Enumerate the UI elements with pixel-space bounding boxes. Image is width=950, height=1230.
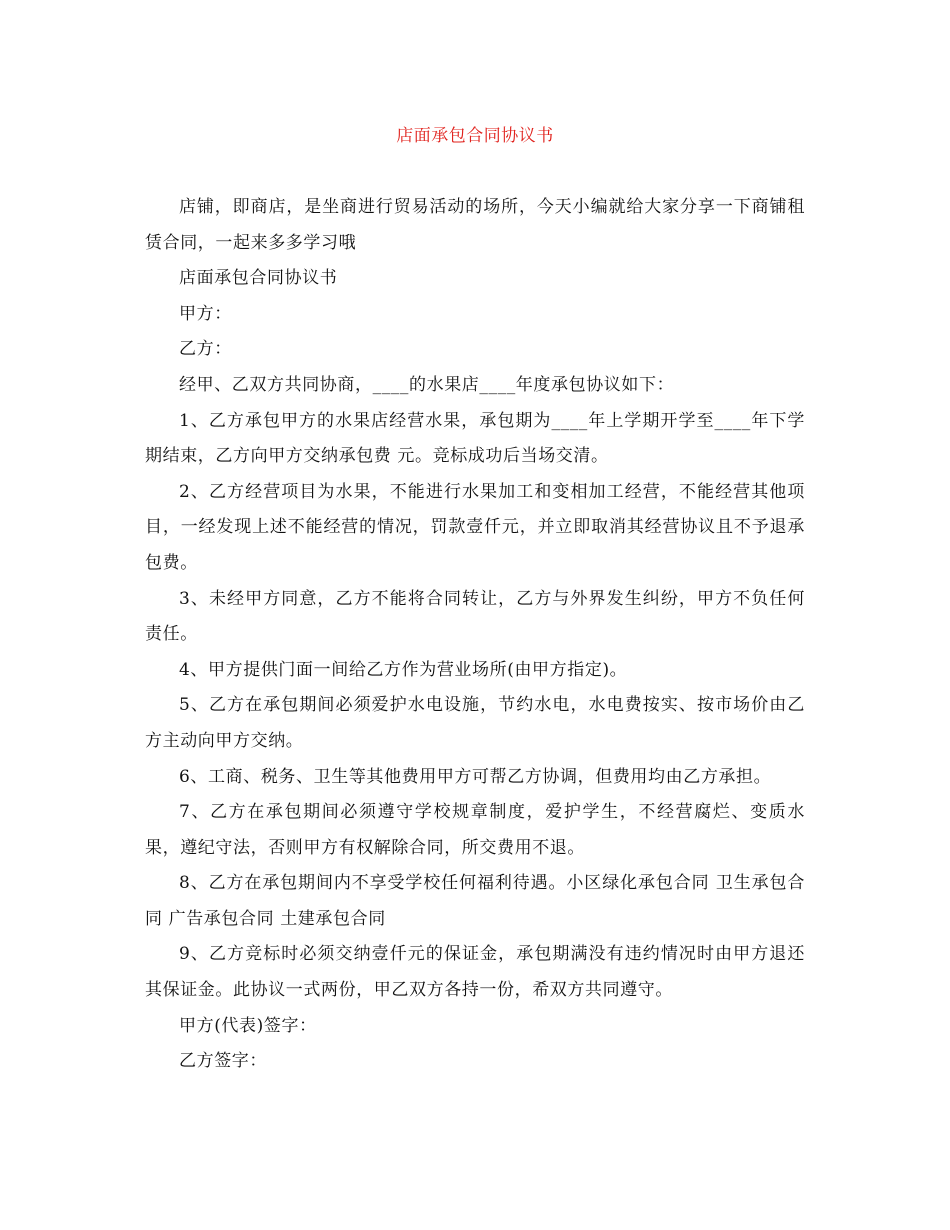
clause-8: 8、乙方在承包期间内不享受学校任何福利待遇。小区绿化承包合同 卫生承包合同 广告承包合同 土建承包合同	[145, 873, 805, 929]
document-title: 店面承包合同协议书	[396, 126, 554, 146]
contract-heading: 店面承包合同协议书	[179, 268, 338, 289]
document-body	[145, 190, 805, 1080]
clause-2: 2、乙方经营项目为水果，不能进行水果加工和变相加工经营，不能经营其他项目，一经发现上述不能经营的情况，罚款壹仟元，并立即取消其经营协议且不予退承包费。	[145, 481, 805, 573]
party-a-signature-line: 甲方(代表)签字：	[179, 1015, 317, 1036]
clause-3: 3、未经甲方同意，乙方不能将合同转让，乙方与外界发生纠纷，甲方不负任何责任。	[145, 588, 805, 645]
party-b-signature-line: 乙方签字：	[179, 1051, 267, 1072]
clause-6: 6、工商、税务、卫生等其他费用甲方可帮乙方协调，但费用均由乙方承担。	[179, 766, 772, 787]
clause-7: 7、乙方在承包期间必须遵守学校规章制度，爱护学生，不经营腐烂、变质水果，遵纪守法，否则甲方有权解除合同，所交费用不退。	[145, 802, 805, 858]
clause-9: 9、乙方竞标时必须交纳壹仟元的保证金，承包期满没有违约情况时由甲方退还其保证金。此协议一式两份，甲乙双方各持一份，希双方共同遵守。	[145, 944, 805, 1001]
intro-paragraph: 店铺，即商店，是坐商进行贸易活动的场所，今天小编就给大家分享一下商铺租赁合同，一起来多多学习哦	[145, 197, 805, 253]
clause-5: 5、乙方在承包期间必须爱护水电设施，节约水电，水电费按实、按市场价由乙方主动向甲方交纳。	[145, 695, 805, 751]
agreement-preamble: 经甲、乙双方共同协商，____的水果店____年度承包协议如下：	[179, 374, 675, 395]
clause-1: 1、乙方承包甲方的水果店经营水果，承包期为____年上学期开学至____年下学期结束，乙方向甲方交纳承包费 元。竞标成功后当场交清。	[145, 410, 805, 467]
clause-4: 4、甲方提供门面一间给乙方作为营业场所(由甲方指定)。	[179, 659, 628, 680]
party-a-line: 甲方：	[179, 303, 232, 324]
party-b-line: 乙方：	[179, 339, 232, 360]
